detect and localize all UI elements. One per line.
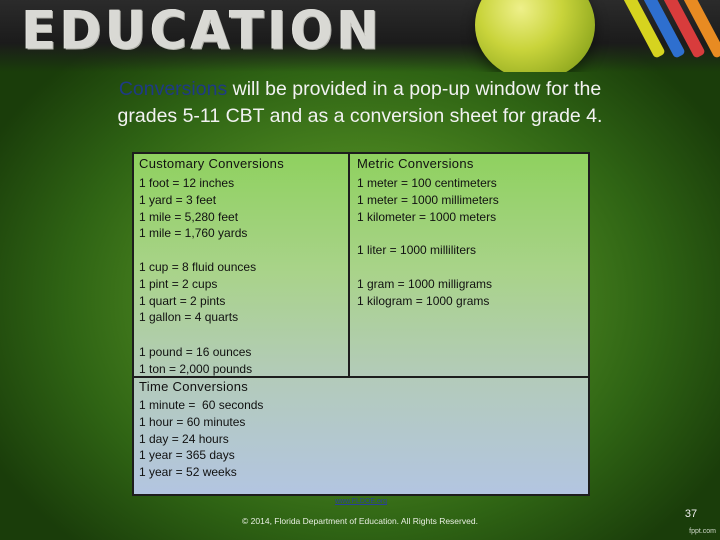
pencils-image [630,0,720,60]
slide-heading [60,76,660,130]
metric-length-list [357,175,499,225]
list-item: 1 gram = 1000 milligrams [357,277,493,291]
list-item: 1 pound = 16 ounces [139,345,252,359]
education-banner [0,0,720,72]
metric-title: Metric Conversions [357,156,474,171]
list-item: 1 foot = 12 inches [139,176,235,190]
fppt-brand: fppt.com [689,528,716,535]
list-item: 1 mile = 1,760 yards [139,226,248,241]
list-item: 1 cup = 8 fluid ounces [139,260,257,274]
list-item: 1 gallon = 4 quarts [139,310,239,325]
list-item: 1 mile = 5,280 feet [139,209,239,224]
list-item: 1 ton = 2,000 pounds [139,361,253,376]
list-item: 1 minute = 60 seconds [139,398,264,412]
table-divider-vertical [348,153,350,377]
time-list [139,397,263,481]
customary-volume-list [139,259,256,326]
list-item: 1 meter = 1000 millimeters [357,192,499,207]
slide-number: 37 [684,508,698,520]
apple-image [475,0,595,72]
banner-word: EDUCATION [22,0,383,62]
time-title: Time Conversions [139,379,249,394]
heading-line2: grades 5-11 CBT and as a conversion sheet for grade 4. [117,105,603,127]
heading-accent: Conversions [118,78,228,100]
list-item: 1 meter = 100 centimeters [357,176,497,190]
list-item: 1 year = 52 weeks [139,465,237,480]
list-item: 1 quart = 2 pints [139,293,226,308]
list-item: 1 day = 24 hours [139,431,229,446]
list-item: 1 year = 365 days [139,448,235,463]
list-item: 1 hour = 60 minutes [139,414,246,429]
customary-title: Customary Conversions [139,156,285,171]
list-item: 1 pint = 2 cups [139,276,218,291]
copyright-text: © 2014, Florida Department of Education. All Rights Reserved. [242,516,478,526]
customary-length-list [139,175,247,242]
metric-volume-list [357,242,476,259]
fldoe-link[interactable]: www.FLDOE.org [334,498,388,505]
metric-mass-list [357,276,492,310]
customary-weight-list [139,344,252,378]
heading-line1-rest: will be provided in a pop-up window for the [227,78,602,100]
list-item: 1 kilogram = 1000 grams [357,293,490,308]
list-item: 1 yard = 3 feet [139,192,217,207]
list-item: 1 liter = 1000 milliliters [357,243,477,257]
list-item: 1 kilometer = 1000 meters [357,209,497,224]
